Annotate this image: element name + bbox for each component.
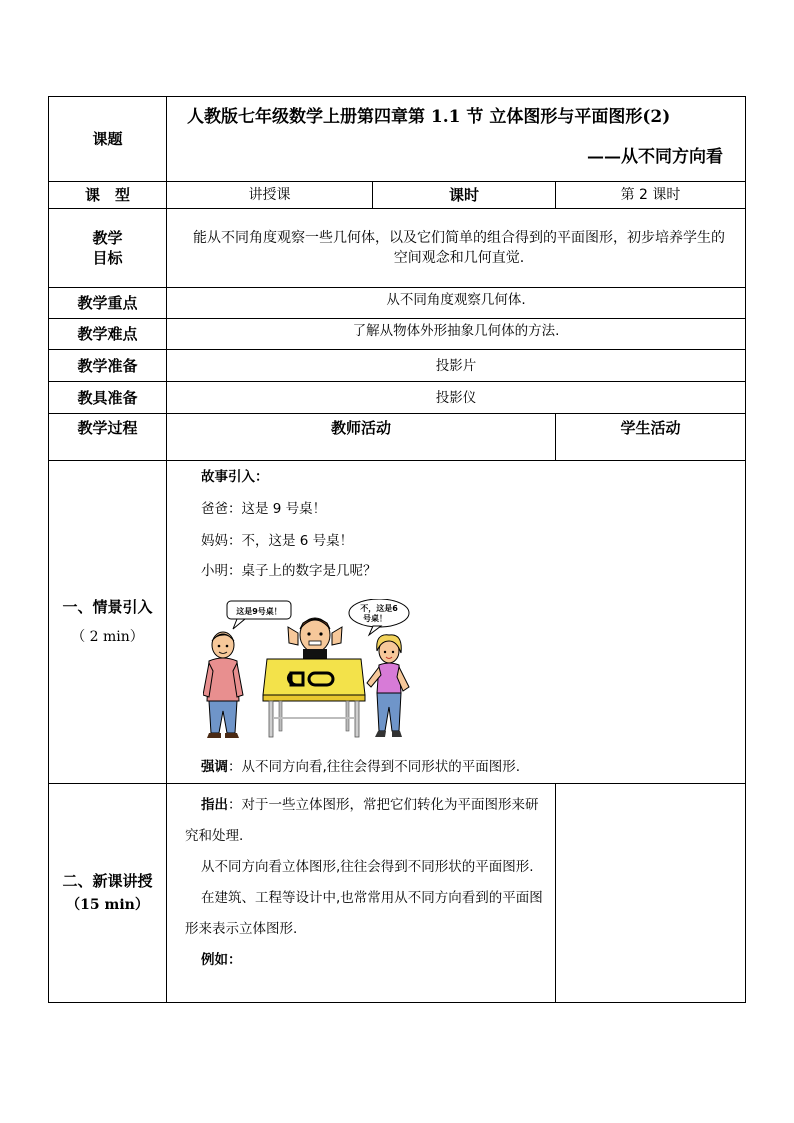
- process-header-row: [49, 414, 746, 461]
- lecture-para-2: 从不同方向看立体图形,往往会得到不同形状的平面图形.: [201, 859, 534, 875]
- svg-text:号桌！: 号桌！: [363, 614, 387, 623]
- section-lecture-label: [49, 784, 167, 1003]
- topic-label: 课题: [49, 97, 167, 182]
- story-illustration: [203, 599, 418, 739]
- mom-figure: [367, 635, 409, 737]
- emphasis-text: ：从不同方向看,往往会得到不同形状的平面图形.: [228, 759, 521, 775]
- key-point-row: [49, 288, 746, 319]
- story-line-mom: 妈妈：不，这是 6 号桌！: [201, 533, 354, 549]
- equipment-value: 投影仪: [167, 382, 746, 414]
- process-label: 教学过程: [49, 414, 167, 461]
- equipment-label: 教具准备: [49, 382, 167, 414]
- difficulty-label: 教学难点: [49, 319, 167, 350]
- section-lecture-content: [167, 784, 556, 1003]
- point-line: [185, 790, 545, 821]
- section-intro-label: [49, 461, 167, 784]
- svg-text:这是9号桌！: 这是9号桌！: [236, 607, 282, 616]
- period-value: 第 2 课时: [556, 182, 746, 209]
- point-line-2: 究和处理.: [185, 828, 244, 844]
- section-intro-title: 一、情景引入: [62, 598, 153, 616]
- type-label: 课 型: [49, 182, 167, 209]
- point-label: 指出: [201, 797, 228, 813]
- goals-label: [49, 209, 167, 288]
- lecture-para-3: 在建筑、工程等设计中,也常常用从不同方向看到的平面图: [201, 890, 543, 906]
- key-point-label: 教学重点: [49, 288, 167, 319]
- key-point-value: 从不同角度观察几何体.: [167, 288, 746, 319]
- section-lecture-title: 二、新课讲授: [62, 872, 153, 890]
- section-lecture-row: [49, 784, 746, 1003]
- section-lecture-student: [556, 784, 746, 1003]
- title-cell: [167, 97, 746, 182]
- story-line-ming: 小明：桌子上的数字是几呢？: [201, 563, 377, 579]
- period-label: 课时: [373, 182, 556, 209]
- section-lecture-time: （15 min）: [66, 897, 149, 913]
- goals-text: [167, 209, 746, 288]
- difficulty-row: [49, 319, 746, 350]
- speech-bubble-right: [349, 599, 409, 635]
- section-intro-content: [167, 461, 746, 784]
- student-activity-header: 学生活动: [556, 414, 746, 461]
- goals-label-line2: 目标: [92, 249, 123, 267]
- teacher-activity-header: 教师活动: [167, 414, 556, 461]
- lecture-para-3b: 形来表示立体图形.: [185, 921, 298, 937]
- section-intro-time: （ 2 min）: [71, 629, 144, 645]
- emphasis-line: [201, 757, 520, 777]
- goals-label-line1: 教学: [92, 229, 123, 247]
- goals-text-line1: 能从不同角度观察一些几何体，以及它们简单的组合得到的平面图形，初步培养学生的: [193, 230, 725, 246]
- dad-figure: [203, 632, 243, 738]
- difficulty-value: 了解从物体外形抽象几何体的方法.: [167, 319, 746, 350]
- svg-text:不，这是6: 不，这是6: [360, 604, 398, 613]
- table-shape: [263, 659, 365, 737]
- speech-bubble-left: [227, 601, 291, 629]
- materials-value: 投影片: [167, 350, 746, 382]
- boy-figure: [288, 618, 342, 661]
- materials-row: [49, 350, 746, 382]
- title-row: [49, 97, 746, 182]
- lesson-plan-table: [48, 96, 746, 1003]
- type-value: 讲授课: [167, 182, 373, 209]
- equipment-row: [49, 382, 746, 414]
- point-text: ：对于一些立体图形，常把它们转化为平面图形来研: [228, 797, 539, 813]
- goals-text-line2: 空间观念和几何直觉.: [393, 250, 525, 266]
- goals-row: [49, 209, 746, 288]
- page-subtitle: ——从不同方向看: [587, 147, 723, 167]
- materials-label: 教学准备: [49, 350, 167, 382]
- example-label: 例如：: [201, 952, 242, 968]
- info-row: [49, 182, 746, 209]
- story-line-dad: 爸爸：这是 9 号桌！: [201, 501, 327, 517]
- page-title: 人教版七年级数学上册第四章第 1.1 节 立体图形与平面图形(2): [187, 107, 671, 127]
- emphasis-label: 强调: [201, 759, 228, 775]
- section-intro-row: [49, 461, 746, 784]
- story-heading: 故事引入：: [201, 469, 269, 485]
